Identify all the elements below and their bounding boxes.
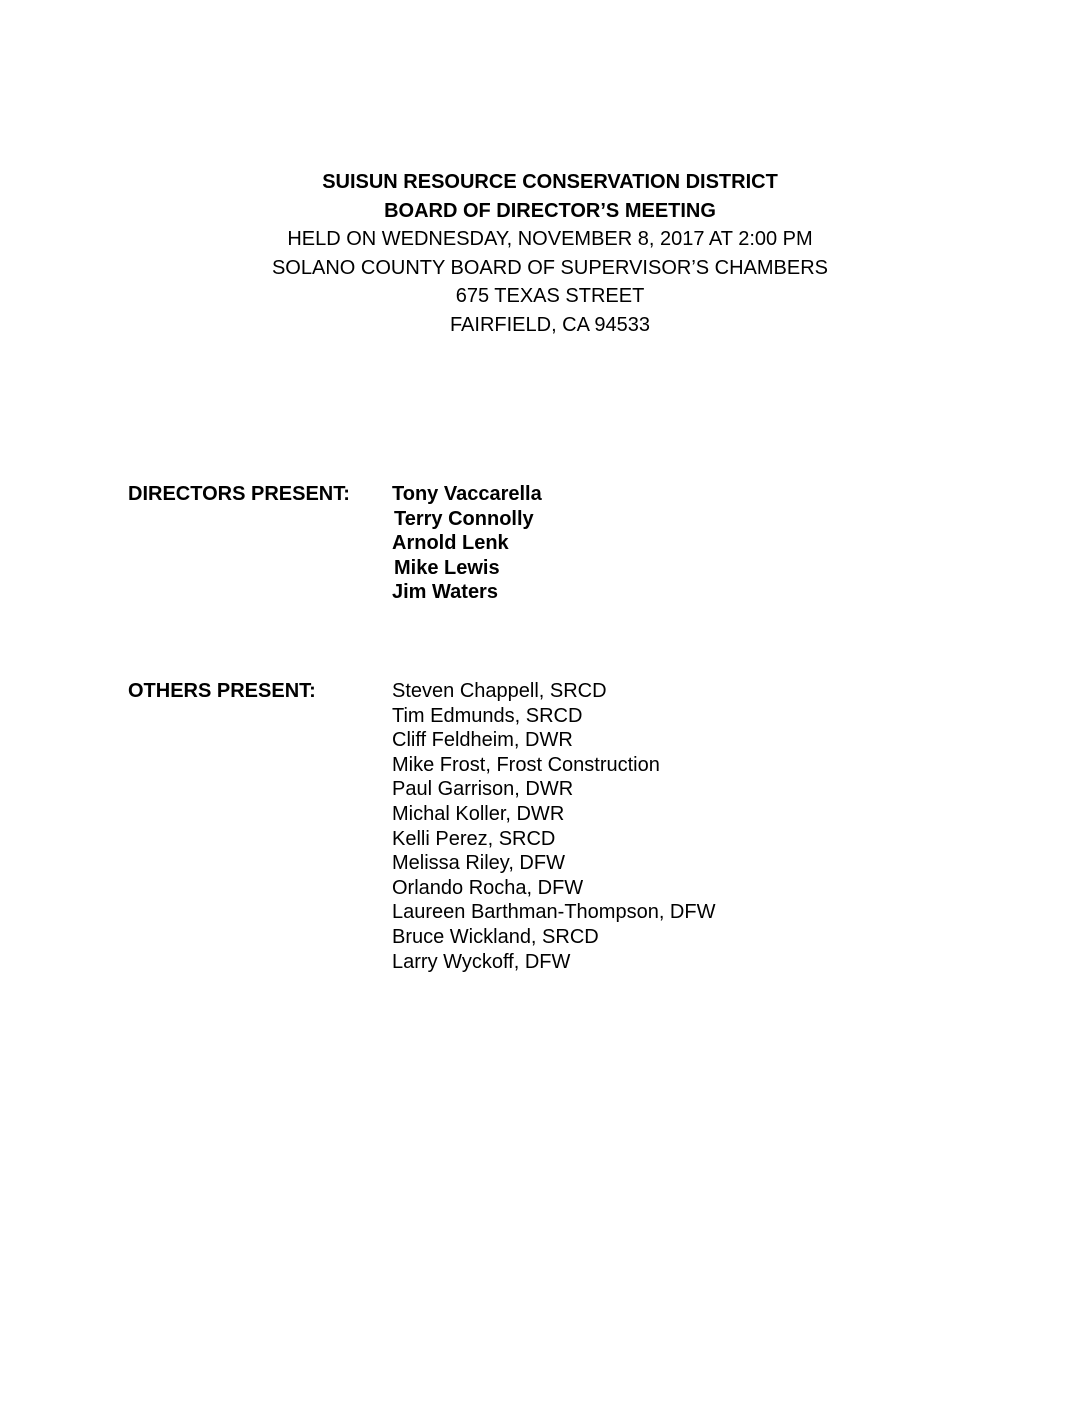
director-name: Tony Vaccarella <box>392 483 542 505</box>
attendee-name: Steven Chappell, SRCD <box>392 680 607 702</box>
meeting-title: BOARD OF DIRECTOR’S MEETING <box>384 199 716 222</box>
director-name: Arnold Lenk <box>392 532 509 555</box>
meeting-date: HELD ON WEDNESDAY, NOVEMBER 8, 2017 AT 2:00 PM <box>287 228 813 250</box>
attendee-name: Cliff Feldheim, DWR <box>392 729 573 752</box>
attendee-name: Tim Edmunds, SRCD <box>392 704 583 727</box>
attendee-name: Michal Koller, DWR <box>392 802 565 825</box>
attendee-name: Melissa Riley, DFW <box>392 852 565 875</box>
directors-present-label: DIRECTORS PRESENT: <box>128 483 350 505</box>
attendee-name: Larry Wyckoff, DFW <box>392 950 571 973</box>
director-name: Terry Connolly <box>394 507 534 530</box>
meeting-location: SOLANO COUNTY BOARD OF SUPERVISOR’S CHAMBERS <box>271 256 829 279</box>
attendee-name: Bruce Wickland, SRCD <box>392 925 599 948</box>
others-present-label: OTHERS PRESENT: <box>128 680 316 702</box>
director-name: Mike Lewis <box>394 556 500 579</box>
directors-list <box>392 482 542 605</box>
director-name: Jim Waters <box>392 581 498 604</box>
attendee-name: Kelli Perez, SRCD <box>392 827 556 850</box>
attendee-name: Laureen Barthman-Thompson, DFW <box>392 901 716 924</box>
organization-title: SUISUN RESOURCE CONSERVATION DISTRICT <box>322 171 778 193</box>
meeting-header <box>0 168 1088 339</box>
meeting-street: 675 TEXAS STREET <box>455 285 645 307</box>
meeting-city: FAIRFIELD, CA 94533 <box>449 313 651 336</box>
attendee-name: Orlando Rocha, DFW <box>392 876 584 899</box>
attendee-name: Mike Frost, Frost Construction <box>392 753 660 776</box>
others-list <box>392 679 715 974</box>
attendee-name: Paul Garrison, DWR <box>392 778 574 801</box>
